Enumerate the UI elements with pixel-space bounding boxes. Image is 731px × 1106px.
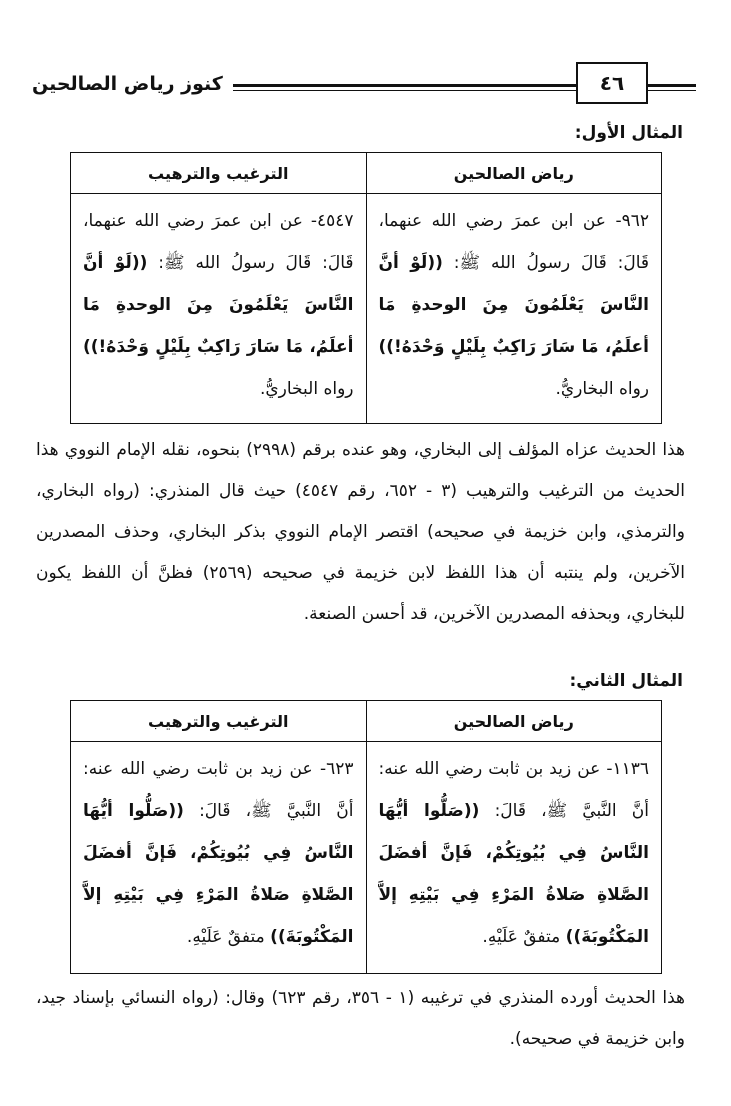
page-header xyxy=(28,62,696,104)
hadith-text: ((لَوْ أنَّ النَّاسَ يَعْلَمُونَ مِنَ الوحدةِ مَا أعلَمُ، مَا سَارَ رَاكِبٌ بِلَيْلٍ وَحْدَهُ!)) xyxy=(83,253,354,357)
targhib-hadith-cell xyxy=(71,194,366,423)
hadith-source: رواه البخاريُّ. xyxy=(555,379,649,399)
table-body-row xyxy=(71,194,661,423)
hadith-source: رواه البخاريُّ. xyxy=(259,379,354,399)
page-number: ٤٦ xyxy=(576,62,648,104)
hadith-source: متفقٌ عَلَيْهِ. xyxy=(482,927,561,947)
comparison-table-2 xyxy=(70,700,662,974)
column-header-targhib: الترغيب والترهيب xyxy=(148,163,289,183)
example-2-heading: المثال الثاني: xyxy=(569,671,683,691)
hadith-source: متفقٌ عَلَيْهِ. xyxy=(186,927,265,947)
table-header-row xyxy=(71,153,661,194)
hadith-intro: ١١٣٦- عن زيد بن ثابت رضي الله عنه: أنَّ النَّبيَّ ﷺ، قَالَ: xyxy=(378,759,649,821)
table-header-row xyxy=(71,701,661,742)
header-rule-right-thin xyxy=(648,90,696,91)
hadith-text: ((صَلُّوا أيُّهَا النَّاسُ فِي بُيُوتِكُمْ، فَإنَّ أفضَلَ الصَّلاةِ صَلاةُ المَرْءِ فِي بَيْتِهِ إلاَّ المَكْتُوبَةَ)) xyxy=(83,801,354,947)
header-rule-right xyxy=(648,84,696,87)
comparison-table-1 xyxy=(70,152,662,424)
riyad-hadith-cell xyxy=(366,194,662,423)
column-header-targhib: الترغيب والترهيب xyxy=(148,711,289,731)
book-title: كنوز رياض الصالحين xyxy=(28,70,233,98)
example-1-commentary: هذا الحديث عزاه المؤلف إلى البخاري، وهو عنده برقم (٢٩٩٨) بنحوه، نقله الإمام النووي هذا الحديث من الترغيب والترهيب (٣ - ٦٥٢، رقم ٤٥٤٧) حيث قال المنذري: (رواه البخاري، والترمذي، وابن خزيمة في صحيحه) اقتصر الإمام النووي بذكر البخاري، وحذف المصدرين الآخرين، ولم ينتبه أن هذا اللفظ لابن خزيمة في صحيحه (٢٥٦٩) فظنَّ أن اللفظ يكون للبخاري، وبحذفه المصدرين الآخرين، قد أحسن الصنعة. xyxy=(36,440,685,624)
column-header-riyad: رياض الصالحين xyxy=(366,153,662,193)
hadith-intro: ٩٦٢- عن ابن عمرَ رضي الله عنهما، قَالَ: قَالَ رسولُ الله ﷺ: xyxy=(378,211,649,273)
hadith-intro: ٤٥٤٧- عن ابن عمرَ رضي الله عنهما، قَالَ: قَالَ رسولُ الله ﷺ: xyxy=(83,211,354,273)
table-body-row xyxy=(71,742,661,973)
example-2-commentary: هذا الحديث أورده المنذري في ترغيبه (١ - ٣٥٦، رقم ٦٢٣) وقال: (رواه النسائي بإسناد جيد، وابن خزيمة في صحيحه). xyxy=(36,988,685,1049)
column-header-riyad: رياض الصالحين xyxy=(366,701,662,741)
riyad-hadith-cell xyxy=(366,742,662,973)
hadith-intro: ٦٢٣- عن زيد بن ثابت رضي الله عنه: أنَّ النَّبيَّ ﷺ، قَالَ: xyxy=(83,759,354,821)
hadith-text: ((صَلُّوا أيُّهَا النَّاسُ فِي بُيُوتِكُمْ، فَإنَّ أفضَلَ الصَّلاةِ صَلاةُ المَرْءِ فِي بَيْتِهِ إلاَّ المَكْتُوبَةَ)) xyxy=(378,801,649,947)
hadith-text: ((لَوْ أنَّ النَّاسَ يَعْلَمُونَ مِنَ الوحدةِ مَا أعلَمُ، مَا سَارَ رَاكِبٌ بِلَيْلٍ وَحْدَهُ!)) xyxy=(378,253,649,357)
targhib-hadith-cell xyxy=(71,742,366,973)
example-1-heading: المثال الأول: xyxy=(574,123,683,143)
